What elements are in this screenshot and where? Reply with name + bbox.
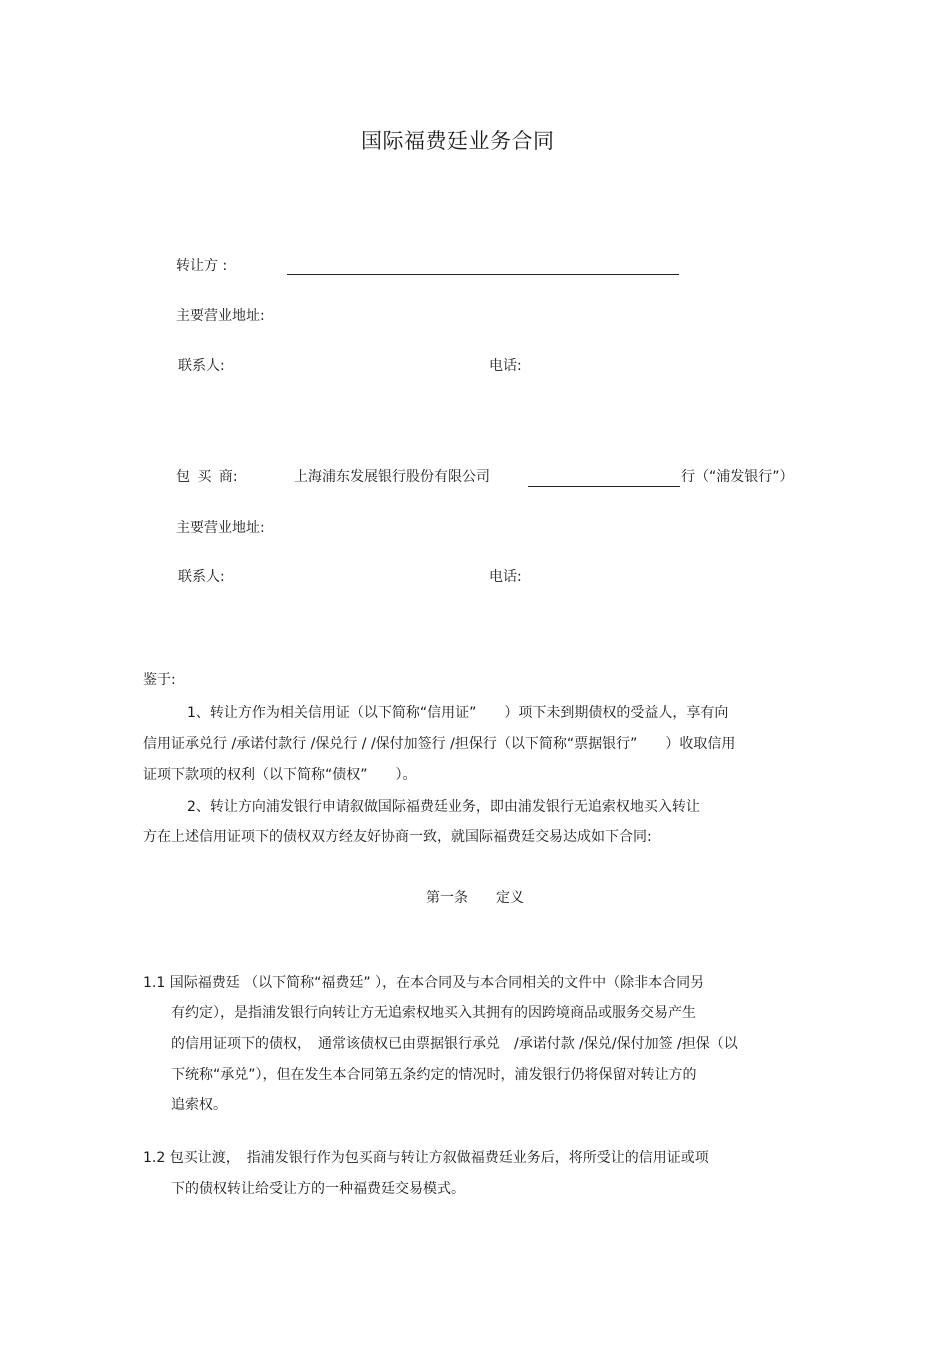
clause-1-1-line4: 下统称“承兑”），但在发生本合同第五条约定的情况时，浦发银行仍将保留对转让方的 <box>171 1067 697 1083</box>
forfaiter-bank-name: 上海浦东发展银行股份有限公司 <box>294 469 490 485</box>
whereas-p2-line2: 方在上述信用证项下的债权双方经友好协商一致，就国际福费廷交易达成如下合同: <box>143 829 652 845</box>
forfaiter-phone-label: 电话: <box>489 569 522 585</box>
forfaiter-contact-label: 联系人: <box>178 569 225 585</box>
whereas-p2-line1: 2、转让方向浦发银行申请叙做国际福费廷业务，即由浦发银行无追索权地买入转让 <box>187 799 700 815</box>
clause-1-2-line1: 1.2 包买让渡， 指浦发银行作为包买商与转让方叙做福费廷业务后，将所受让的信用证或项 <box>143 1150 709 1166</box>
clause-1-1-line2: 有约定），是指浦发银行向转让方无追索权地买入其拥有的因跨境商品或服务交易产生 <box>171 1005 696 1021</box>
whereas-label: 鉴于: <box>143 672 176 688</box>
forfaiter-address-label: 主要营业地址: <box>176 520 265 536</box>
whereas-p1-line2: 信用证承兑行 /承诺付款行 /保兑行 / /保付加签行 /担保行（以下简称“票据银行” ）收取信用 <box>143 736 736 752</box>
clause-1-1-line5: 追索权。 <box>171 1097 227 1113</box>
transferor-name-blank[interactable] <box>287 274 679 275</box>
whereas-p1-line3: 证项下款项的权利（以下简称“债权” ）。 <box>143 767 417 783</box>
transferor-label: 转让方 : <box>176 258 228 274</box>
forfaiter-branch-suffix: 行（“浦发银行”） <box>681 469 794 485</box>
transferor-phone-label: 电话: <box>489 358 522 374</box>
clause-1-2-line2: 下的债权转让给受让方的一种福费廷交易模式。 <box>171 1181 465 1197</box>
page-title: 国际福费廷业务合同 <box>361 129 555 153</box>
whereas-p1-line1: 1、转让方作为相关信用证（以下简称“信用证” ）项下未到期债权的受益人，享有向 <box>187 705 729 721</box>
transferor-address-label: 主要营业地址: <box>176 308 265 324</box>
forfaiter-branch-blank[interactable] <box>528 486 680 487</box>
transferor-contact-label: 联系人: <box>178 358 225 374</box>
clause-1-1-line1: 1.1 国际福费廷 （以下简称“福费廷” ），在本合同及与本合同相关的文件中（除非本合同另 <box>143 975 705 991</box>
article-1-heading: 第一条 定义 <box>426 890 524 906</box>
forfaiter-label: 包 买 商: <box>176 469 238 485</box>
clause-1-1-line3: 的信用证项下的债权， 通常该债权已由票据银行承兑 /承诺付款 /保兑/保付加签 /担保（以 <box>171 1036 738 1052</box>
